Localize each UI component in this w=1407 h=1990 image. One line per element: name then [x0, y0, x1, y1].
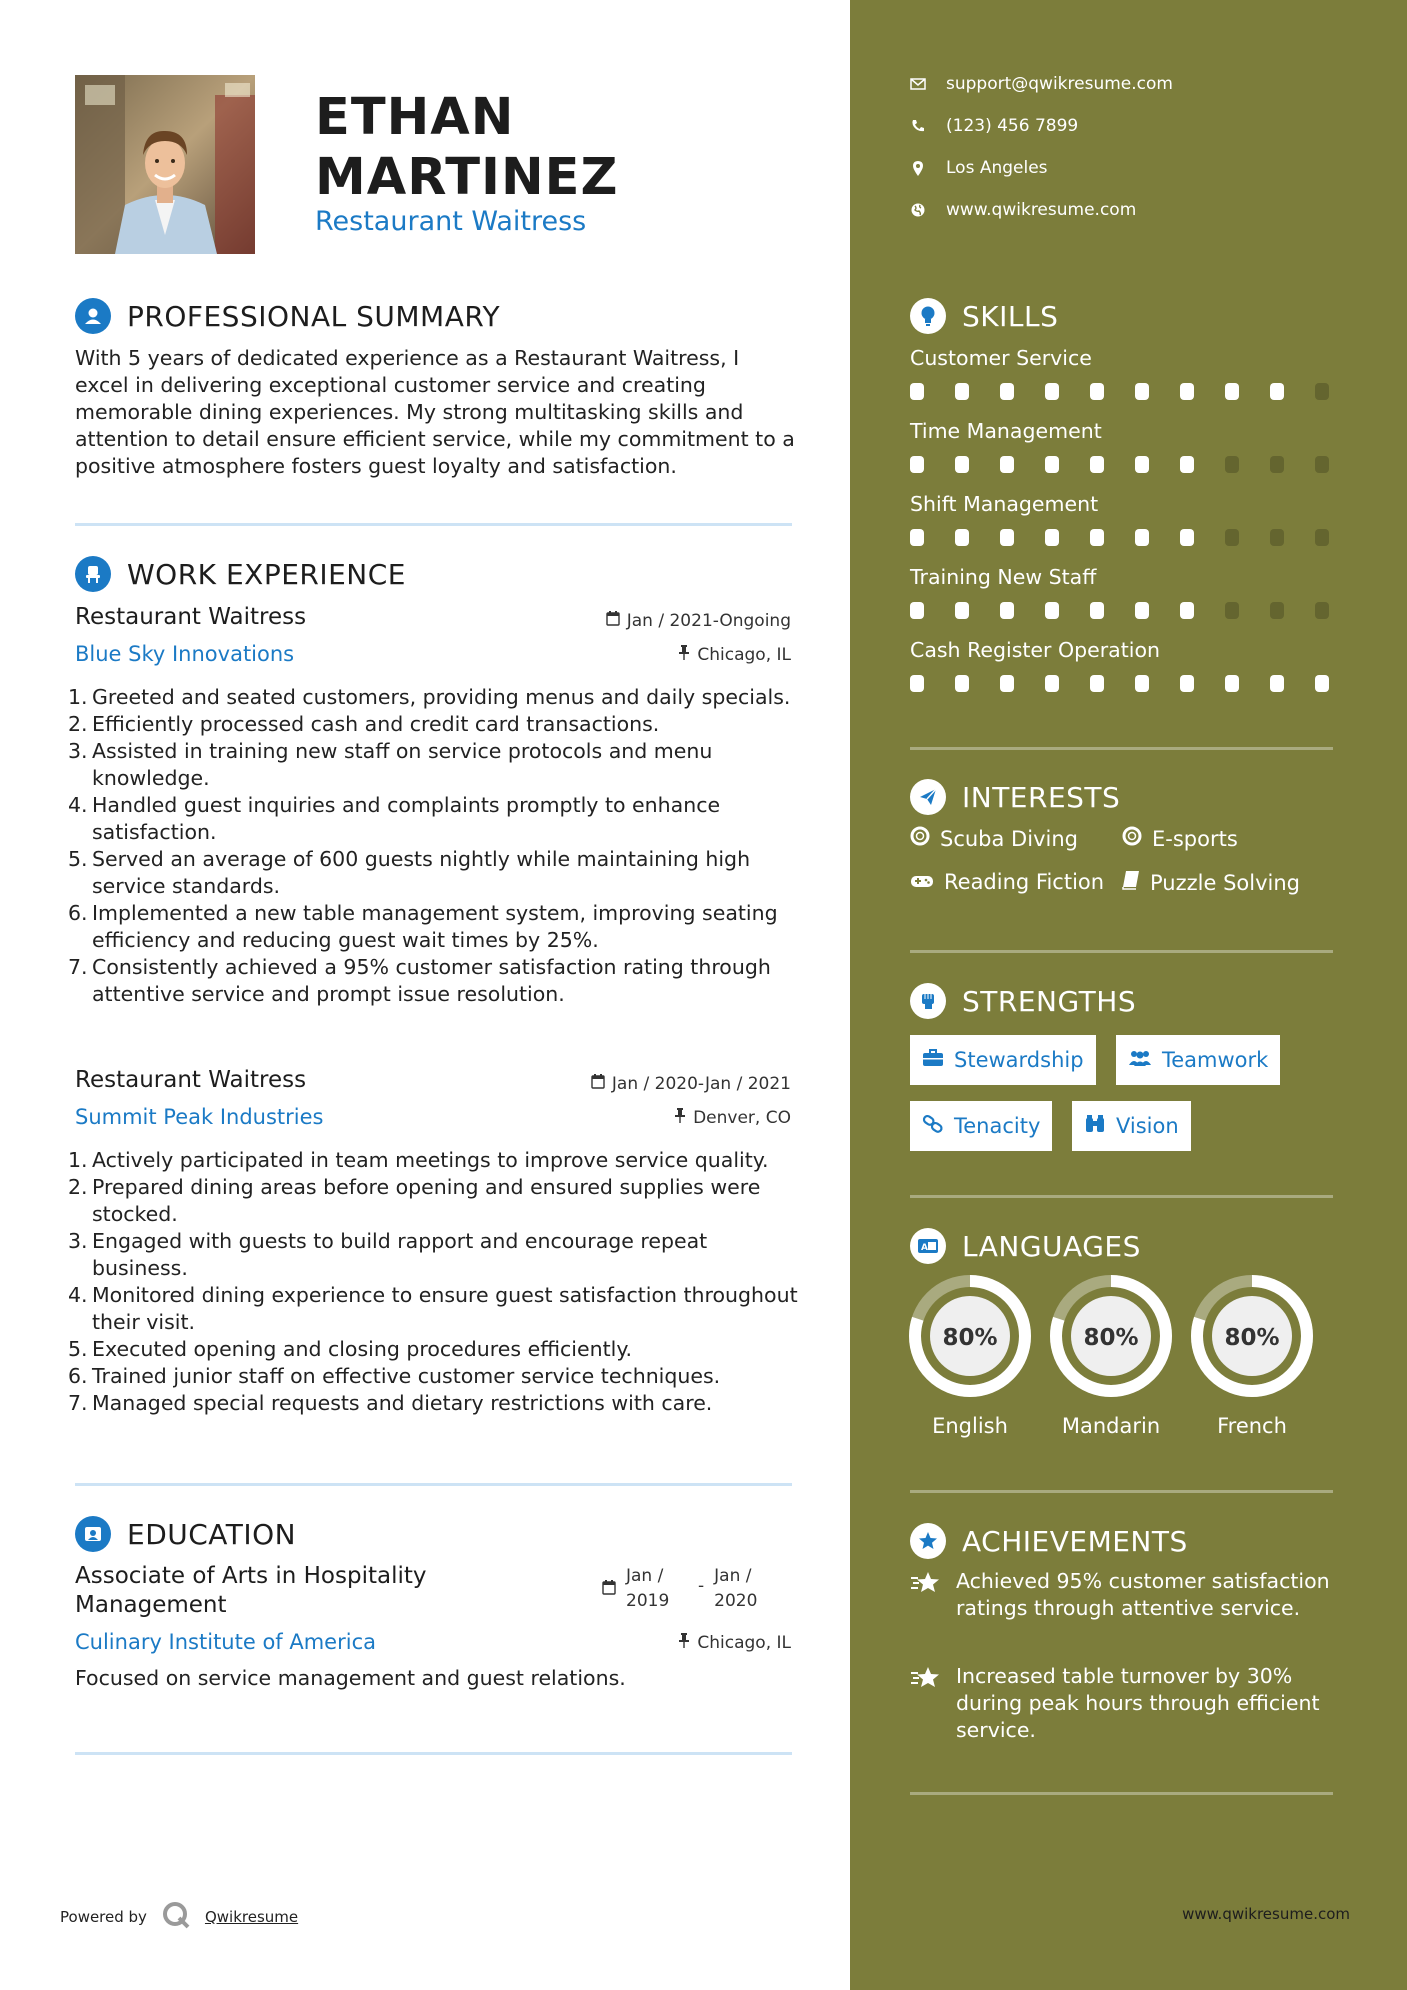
- interest-item: Reading Fiction: [910, 870, 1104, 894]
- skill-dot-filled: [1090, 456, 1104, 473]
- skill-name: Shift Management: [910, 492, 1099, 516]
- achievements-heading-text: ACHIEVEMENTS: [962, 1524, 1188, 1558]
- divider: [910, 1792, 1333, 1795]
- school-name: Culinary Institute of America: [75, 1630, 376, 1654]
- sidebar: [850, 0, 1407, 1990]
- language-ring: [1190, 1274, 1314, 1398]
- star-badge-icon: [910, 1523, 946, 1559]
- map-pin-icon: [910, 160, 926, 176]
- skill-dot-filled: [955, 529, 969, 546]
- divider: [75, 1752, 792, 1755]
- briefcase-icon: [922, 1048, 944, 1072]
- contact-location: [910, 158, 1048, 178]
- skill-dot-filled: [955, 383, 969, 400]
- languages-heading: [910, 1228, 1141, 1264]
- translate-icon: [910, 1228, 946, 1264]
- qwikresume-link[interactable]: Qwikresume: [204, 1908, 299, 1926]
- skill-dot-filled: [1180, 529, 1194, 546]
- contact-email: [910, 74, 1173, 94]
- education-location-text: Chicago, IL: [697, 1633, 791, 1653]
- skill-dot-empty: [1225, 456, 1239, 473]
- job-location: [678, 645, 791, 665]
- fist-icon: [910, 983, 946, 1019]
- skill-name: Time Management: [910, 419, 1102, 443]
- interest-item: Puzzle Solving: [1122, 870, 1300, 895]
- language-percent: 80%: [1224, 1325, 1280, 1351]
- job-dates: [606, 611, 791, 631]
- profile-photo: [75, 75, 255, 254]
- calendar-icon: [606, 611, 620, 631]
- interest-item: Scuba Diving: [910, 826, 1078, 851]
- strength-badge: Vision: [1072, 1101, 1191, 1151]
- phone-icon: [910, 118, 926, 134]
- skill-dot-empty: [1225, 602, 1239, 619]
- skill-dot-filled: [1045, 383, 1059, 400]
- skills-heading-text: SKILLS: [962, 299, 1059, 333]
- language-name: French: [1217, 1414, 1287, 1438]
- calendar-icon: [602, 1564, 616, 1614]
- skill-dot-filled: [1225, 675, 1239, 692]
- svg-text:A: A: [921, 1243, 929, 1253]
- email-text[interactable]: support@qwikresume.com: [946, 74, 1173, 94]
- graduation-icon: [75, 1516, 111, 1552]
- education-heading-text: EDUCATION: [127, 1517, 297, 1551]
- skill-dot-filled: [910, 456, 924, 473]
- pin-icon: [674, 1108, 686, 1128]
- life-ring-icon: [1122, 826, 1142, 851]
- list-item: 2. Efficiently processed cash and credit card transactions.: [68, 712, 660, 736]
- degree-title: Associate of Arts in Hospitality Management: [75, 1563, 427, 1618]
- star-icon: [910, 1663, 942, 1744]
- education-end: Jan / 2020: [714, 1566, 758, 1611]
- skill-dot-empty: [1270, 529, 1284, 546]
- book-icon: [1122, 870, 1140, 895]
- languages-heading-text: LANGUAGES: [962, 1229, 1141, 1263]
- list-item: 4. Monitored dining experience to ensure guest satisfaction throughout their visit.: [68, 1283, 798, 1334]
- divider: [910, 1195, 1333, 1198]
- users-icon: [1128, 1048, 1152, 1072]
- skills-heading: [910, 298, 1058, 334]
- pin-icon: [678, 645, 690, 665]
- divider: [910, 1490, 1333, 1493]
- skill-dot-filled: [1135, 675, 1149, 692]
- contact-website: [910, 200, 1136, 220]
- star-icon: [910, 1568, 942, 1622]
- paper-plane-icon: [910, 779, 946, 815]
- skill-dot-empty: [1270, 456, 1284, 473]
- job-title: Restaurant Waitress: [75, 1067, 307, 1093]
- skill-dot-filled: [1180, 383, 1194, 400]
- envelope-icon: [910, 76, 926, 92]
- language-ring: [908, 1274, 1032, 1398]
- first-name: ETHAN: [315, 88, 515, 147]
- achievements-heading: [910, 1523, 1188, 1559]
- skill-dot-filled: [1045, 529, 1059, 546]
- interests-heading: [910, 779, 1120, 815]
- skill-rating: [910, 383, 1360, 400]
- job-location-text: Chicago, IL: [697, 645, 791, 665]
- skill-rating: [910, 602, 1360, 619]
- job-role: Restaurant Waitress: [315, 206, 587, 237]
- summary-heading: [75, 298, 500, 334]
- skill-rating: [910, 675, 1360, 692]
- skill-dot-empty: [1315, 456, 1329, 473]
- contact-phone: [910, 116, 1078, 136]
- achievement-item: Increased table turnover by 30% during peak hours through efficient service.: [910, 1663, 1340, 1744]
- skill-dot-filled: [1045, 456, 1059, 473]
- globe-icon: [910, 202, 926, 218]
- skill-dot-filled: [1000, 529, 1014, 546]
- language-item: [1190, 1274, 1314, 1438]
- skill-dot-empty: [1315, 602, 1329, 619]
- skill-name: Customer Service: [910, 346, 1092, 370]
- calendar-icon: [591, 1074, 605, 1094]
- education-dates: [602, 1564, 776, 1614]
- job-dates-text: Jan / 2021-Ongoing: [626, 611, 791, 631]
- candidate-name: [315, 88, 618, 208]
- footer-website[interactable]: www.qwikresume.com: [1182, 1905, 1350, 1923]
- education-location: [678, 1633, 791, 1653]
- skill-name: Cash Register Operation: [910, 638, 1161, 662]
- skill-dot-filled: [1135, 383, 1149, 400]
- achievement-item: Achieved 95% customer satisfaction ratings through attentive service.: [910, 1568, 1340, 1622]
- strengths-heading: [910, 983, 1136, 1019]
- pin-icon: [678, 1633, 690, 1653]
- powered-by: [60, 1900, 298, 1934]
- skill-dot-filled: [910, 602, 924, 619]
- skill-dot-filled: [955, 456, 969, 473]
- language-ring: [1049, 1274, 1173, 1398]
- divider: [910, 950, 1333, 953]
- skill-name: Training New Staff: [910, 565, 1097, 589]
- language-item: [908, 1274, 1032, 1438]
- list-item: 5. Served an average of 600 guests nightly while maintaining high service standards.: [68, 847, 751, 898]
- education-start: Jan / 2019: [626, 1566, 670, 1611]
- strength-badge: Tenacity: [910, 1101, 1052, 1151]
- chair-icon: [75, 556, 111, 592]
- binoculars-icon: [1084, 1114, 1106, 1139]
- qwikresume-logo-icon: [161, 1900, 191, 1934]
- list-item: 6. Implemented a new table management system, improving seating efficiency and reducing guest wait times by 25%.: [68, 901, 778, 952]
- gamepad-icon: [910, 870, 934, 894]
- education-description: Focused on service management and guest relations.: [75, 1666, 626, 1690]
- skill-dot-empty: [1315, 529, 1329, 546]
- lightbulb-icon: [910, 298, 946, 334]
- skill-dot-filled: [955, 602, 969, 619]
- skill-dot-filled: [1045, 675, 1059, 692]
- skill-dot-filled: [1135, 529, 1149, 546]
- interests-heading-text: INTERESTS: [962, 780, 1121, 814]
- skill-dot-filled: [1315, 675, 1329, 692]
- list-item: 4. Handled guest inquiries and complaints promptly to enhance satisfaction.: [68, 793, 721, 844]
- link-icon: [922, 1114, 944, 1139]
- language-item: [1049, 1274, 1173, 1438]
- website-text[interactable]: www.qwikresume.com: [946, 200, 1137, 220]
- skill-dot-filled: [1135, 602, 1149, 619]
- powered-by-label: Powered by: [60, 1908, 147, 1926]
- skill-dot-filled: [910, 675, 924, 692]
- life-ring-icon: [910, 826, 930, 851]
- skill-dot-filled: [1135, 456, 1149, 473]
- location-text: Los Angeles: [946, 158, 1048, 178]
- skill-dot-filled: [1000, 456, 1014, 473]
- skill-dot-filled: [1000, 602, 1014, 619]
- work-heading: [75, 556, 406, 592]
- skill-dot-filled: [1180, 675, 1194, 692]
- divider: [75, 1483, 792, 1486]
- skill-dot-filled: [1045, 602, 1059, 619]
- list-item: 3. Engaged with guests to build rapport and encourage repeat business.: [68, 1229, 708, 1280]
- divider: [75, 523, 792, 526]
- skill-dot-filled: [1090, 602, 1104, 619]
- strengths-heading-text: STRENGTHS: [962, 984, 1137, 1018]
- skill-dot-filled: [910, 383, 924, 400]
- list-item: 5. Executed opening and closing procedures efficiently.: [68, 1337, 633, 1361]
- divider: [910, 747, 1333, 750]
- phone-text: (123) 456 7899: [946, 116, 1079, 136]
- list-item: 7. Managed special requests and dietary restrictions with care.: [68, 1391, 713, 1415]
- job-bullets: [68, 1147, 798, 1417]
- skill-dot-filled: [1270, 383, 1284, 400]
- skill-dot-filled: [955, 675, 969, 692]
- job-location-text: Denver, CO: [693, 1108, 791, 1128]
- list-item: 1. Greeted and seated customers, providing menus and daily specials.: [68, 685, 791, 709]
- job-bullets: [68, 684, 798, 1008]
- language-percent: 80%: [1083, 1325, 1139, 1351]
- skill-dot-filled: [1225, 383, 1239, 400]
- skill-dot-filled: [1180, 456, 1194, 473]
- work-heading-text: WORK EXPERIENCE: [127, 557, 406, 591]
- list-item: 2. Prepared dining areas before opening and ensured supplies were stocked.: [68, 1175, 761, 1226]
- skill-dot-filled: [1090, 383, 1104, 400]
- company-name: Blue Sky Innovations: [75, 642, 295, 666]
- skill-dot-filled: [1090, 529, 1104, 546]
- strength-badge: Teamwork: [1116, 1035, 1280, 1085]
- summary-heading-text: PROFESSIONAL SUMMARY: [127, 299, 501, 333]
- list-item: 7. Consistently achieved a 95% customer satisfaction rating through attentive service and prompt issue resolution.: [68, 955, 771, 1006]
- skill-rating: [910, 456, 1360, 473]
- summary-text: With 5 years of dedicated experience as a Restaurant Waitress, I excel in delivering exceptional customer service and creating memorable dining experiences. My strong multitasking skills and attention to detail ensure efficient service, while my commitment to a positive atmosphere fosters guest loyalty and satisfaction.: [75, 346, 795, 478]
- strength-badge: Stewardship: [910, 1035, 1096, 1085]
- skill-dot-filled: [1270, 675, 1284, 692]
- language-percent: 80%: [942, 1325, 998, 1351]
- interest-item: E-sports: [1122, 826, 1238, 851]
- list-item: 6. Trained junior staff on effective customer service techniques.: [68, 1364, 721, 1388]
- company-name: Summit Peak Industries: [75, 1105, 324, 1129]
- skill-dot-filled: [1000, 675, 1014, 692]
- job-dates-text: Jan / 2020-Jan / 2021: [611, 1074, 791, 1094]
- date-dash: -: [698, 1576, 705, 1596]
- skill-rating: [910, 529, 1360, 546]
- skill-dot-filled: [1000, 383, 1014, 400]
- job-location: [674, 1108, 791, 1128]
- list-item: 1. Actively participated in team meetings to improve service quality.: [68, 1148, 769, 1172]
- job-dates: [591, 1074, 791, 1094]
- language-name: English: [932, 1414, 1008, 1438]
- skill-dot-filled: [910, 529, 924, 546]
- list-item: 3. Assisted in training new staff on service protocols and menu knowledge.: [68, 739, 713, 790]
- last-name: MARTINEZ: [315, 148, 619, 207]
- skill-dot-filled: [1180, 602, 1194, 619]
- education-heading: [75, 1516, 296, 1552]
- language-name: Mandarin: [1061, 1414, 1161, 1438]
- job-title: Restaurant Waitress: [75, 604, 307, 630]
- skill-dot-empty: [1315, 383, 1329, 400]
- skill-dot-filled: [1090, 675, 1104, 692]
- skill-dot-empty: [1225, 529, 1239, 546]
- skill-dot-empty: [1270, 602, 1284, 619]
- user-icon: [75, 298, 111, 334]
